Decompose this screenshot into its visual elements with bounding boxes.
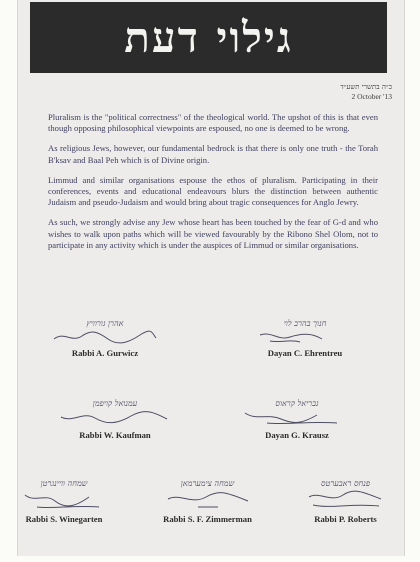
signature-zimmerman (135, 478, 280, 524)
handwritten-signature: חנוך בהרב לוי (283, 319, 327, 328)
signatory-name: Dayan G. Krausz (265, 430, 329, 440)
handwritten-signature: פנחס ראבערטס (320, 479, 371, 488)
signature-ehrentreu (230, 318, 380, 358)
signatory-name: Rabbi A. Gurwicz (71, 348, 139, 358)
signature-scribble (50, 329, 160, 345)
handwritten-signature: גבריאל קראוס (275, 399, 319, 408)
paragraph: As religious Jews, however, our fundamental bedrock is that there is only one truth - the Torah B'ksav and Baal Peh which is of Divine origin. (48, 143, 378, 165)
handwritten-signature: שמחה צימערמאן (180, 479, 235, 488)
paragraph: Pluralism is the "political correctness" of the theological world. The upshot of this is that even though opposing philosophical viewpoints are espoused, no one is deemed to be wrong. (48, 112, 378, 134)
signature-scribble (237, 409, 357, 427)
banner-title: גילוי דעת (124, 12, 293, 62)
handwritten-signature: עמנואל קויפמן (92, 399, 138, 408)
paragraph: Limmud and similar organisations espouse the ethos of pluralism. Participating in their conferences, events and educational endeavours blurs the distinction between authentic Judaism and pseudo-Judaism and would bring about tragic consequences for Anglo Jewry. (48, 174, 378, 208)
hebrew-title-banner (30, 2, 387, 73)
signature-scribble (250, 329, 360, 345)
signatory-name: Dayan C. Ehrentreu (267, 348, 343, 358)
signature-gurwicz (30, 318, 180, 358)
signature-winegarten (0, 478, 134, 524)
statement-body (48, 112, 378, 260)
handwritten-signature: שמחה וויינגרטן (40, 479, 88, 488)
signatory-name: Rabbi S. F. Zimmerman (163, 514, 252, 524)
signature-scribble (158, 489, 258, 511)
hebrew-date: כ״ה בתשרי תשע״ד (340, 83, 392, 91)
signature-kaufman (40, 398, 190, 440)
signature-scribble (301, 489, 391, 511)
signatory-name: Rabbi P. Roberts (314, 514, 377, 524)
signatory-name: Rabbi S. Winegarten (25, 514, 103, 524)
signature-scribble (19, 489, 109, 511)
paragraph: As such, we strongly advise any Jew whose heart has been touched by the fear of G-d and who wishes to walk upon paths which will be viewed favourably by the Ribono Shel Olom, not to participate in any activity which is under the auspices of Limmud or similar organisations. (48, 217, 378, 251)
signature-roberts (278, 478, 413, 524)
handwritten-signature: אהרן גורוויץ (86, 319, 124, 328)
dateline (340, 82, 392, 102)
english-date: 2 October '13 (351, 92, 392, 101)
signature-scribble (55, 409, 175, 427)
signatory-name: Rabbi W. Kaufman (79, 430, 151, 440)
signature-krausz (222, 398, 372, 440)
